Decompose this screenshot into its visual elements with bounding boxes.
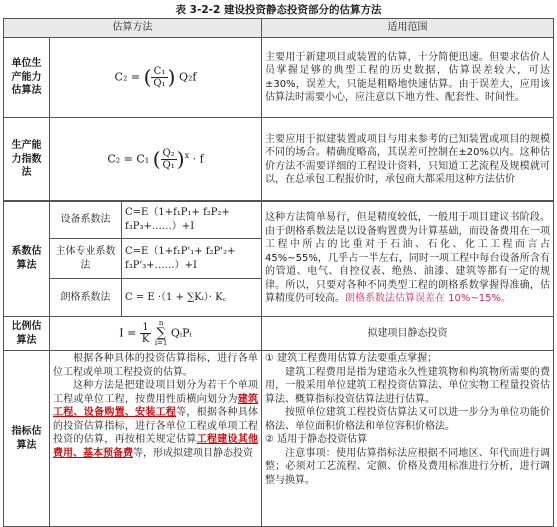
- header-scope: 适用范围: [262, 19, 554, 38]
- estimation-table-bottom: [3, 200, 554, 527]
- row-coef-1: [4, 201, 554, 239]
- indicator-right-5: 注意事项：使用估算指标法应根据不同地区、年代而进行调整；必须对工艺流程、定额、价格及费用标准进行分析，进行调整与换算。: [265, 447, 550, 486]
- row-indicator: [4, 351, 554, 527]
- formula-capacity-index: C₂ = C₁ ( $\frac{\text{Q₂}}{\text{Q₁}}$ )$^x$ · f: [50, 118, 262, 202]
- ratio-numerator: 1: [140, 322, 151, 334]
- indicator-p2e: 等，形成拟建项目静态投资: [133, 447, 253, 459]
- ratio-lhs: I =: [119, 326, 137, 340]
- indicator-left: [50, 351, 262, 527]
- fraction-numerator: C₁: [151, 66, 167, 78]
- desc-capacity-index: 主要应用于拟建装置或项目与用来参考的已知装置或项目的规模不同的场合。精确度略高，其误差可控制在±20%以内。这种估价方法不需要详细的工程设计资料，只知道工艺流程及规模就可以，在总承包工程报价时，承包商大都采用这种方法估价: [262, 118, 554, 202]
- desc-coefficient: [262, 201, 554, 317]
- ratio-sum: [155, 320, 168, 347]
- fraction-denominator: Q₁: [153, 78, 166, 89]
- formula-c2: C₂ =: [114, 70, 141, 84]
- formula-unit-capacity: C₂ = ( $\frac{\text{C₁}}{\text{Q₁}}$ ) Q₂f: [50, 38, 262, 118]
- desc-unit-capacity: 主要用于新建项目或装置的估算，十分简便迅速。但要求估价人员掌握足够的典型工程的历史数据，估算误差较大，可达±30%，误差大，只能是粗略地快速估算。由于误差大，应用该估算法时需要小心，应注意以下地方性、配套性、时间性。: [262, 38, 554, 118]
- ratio-sum-bottom: i=1: [154, 339, 168, 347]
- desc-coefficient-lead: 这种方法简单易行，但是精度较低，一般用于项目建议书阶段。由于朗格系数法是以设备购置费为计算基础，而设备费用在一项工程中所占的比重对于石油、石化、化工工程而言占45%~55%，几乎占一半左右，同时一项工程中每台设备所含有的管道、电气、自控仪表、绝热、油漆、建筑等都有一定的规律。所以，只要对各种不同类型工程的朗格系数掌握得准确，估算精度仍可较高。: [265, 212, 550, 305]
- fraction-q2: Q₂: [162, 148, 175, 159]
- indicator-right-3: 按照单位建筑工程投资估算法又可以进一步分为单位功能价格法、单位面积价格法和单位容积价格法。: [265, 407, 550, 432]
- label-indicator: 指标估算法: [4, 351, 50, 527]
- label-capacity-index: 生产能力指数法: [4, 118, 50, 202]
- label-ratio: 比例估算法: [4, 317, 50, 351]
- indicator-left-p2: [53, 379, 258, 460]
- indicator-right: [262, 351, 554, 527]
- row-unit-capacity: [4, 38, 554, 118]
- formula-q2f: Q₂f: [178, 70, 197, 84]
- table-title: 表 3-2-2 建设投资静态投资部分的估算方法: [175, 4, 382, 16]
- indicator-left-p1: 根据各种具体的投资估算指标，进行各单位工程或单项工程投资的估算。: [53, 353, 258, 378]
- label-unit-capacity: 单位生产能力估算法: [4, 38, 50, 118]
- indicator-p2b: 建筑工程、设备购置、安装工程: [53, 393, 259, 418]
- formula-f: · f: [192, 152, 204, 166]
- ratio-denominator: K: [141, 334, 150, 345]
- coef-sub-main-specialty: 主体专业系数法: [50, 239, 122, 279]
- indicator-right-1: ① 建筑工程费用估算方法要重点掌握；: [265, 353, 438, 364]
- indicator-p2c: 等，根据各种具体的投资估算指标，进行各单位工程或单项工程投资的估算，再按相关规定估算: [53, 407, 259, 445]
- row-capacity-index: [4, 118, 554, 202]
- coef-sub-equipment: 设备系数法: [50, 201, 122, 239]
- ratio-sum-symbol: ∑: [156, 326, 166, 341]
- formula-ratio: [50, 317, 262, 351]
- coef-formula-main-specialty: C=E（1+f₁P'₁+ f₂P'₂+ f₃P'₃+……）+I: [122, 239, 262, 279]
- formula-c2c1: C₂ = C₁: [107, 152, 150, 166]
- formula-fraction: [151, 66, 167, 89]
- coef-formula-lang: C = E ·（1 + ∑Kᵢ）· K꜀: [122, 279, 262, 317]
- ratio-fraction: [140, 322, 151, 345]
- indicator-p2a: 这种方法是把建设项目划分为若干个单项工程或单位工程，按费用性质横向划分为: [53, 380, 258, 405]
- estimation-table-top: [3, 18, 554, 202]
- table-header-row: [4, 19, 554, 38]
- indicator-p2d: 工程建设其他费用、基本预备费: [53, 434, 259, 459]
- formula-fraction-q: [161, 148, 177, 171]
- header-method: 估算方法: [4, 19, 262, 38]
- indicator-right-4: ② 适用于静态投资估算: [265, 434, 368, 445]
- ratio-sum-top: n: [158, 319, 164, 327]
- indicator-right-2: 建筑工程费用是指为建造永久性建筑物和构筑物所需要的费用，一般采用单位建筑工程投资估算法、单位实物工程量投资估算法、概算指标投资估算法进行估算。: [265, 366, 550, 405]
- fraction-q1: Q₁: [162, 160, 175, 171]
- desc-ratio: 拟建项目静态投资: [262, 317, 554, 351]
- coef-sub-lang: 朗格系数法: [50, 279, 122, 317]
- formula-exponent: x: [184, 150, 190, 160]
- coef-formula-equipment: C=E（1+f₁P₁+ f₂P₂+ f₃P₃+……）+I: [122, 201, 262, 239]
- ratio-rhs: QᵢPᵢ: [170, 326, 192, 340]
- label-coefficient: 系数估算法: [4, 201, 50, 317]
- desc-coefficient-error: 朗格系数法估算误差在 10%~15%。: [345, 293, 512, 305]
- row-ratio: [4, 317, 554, 351]
